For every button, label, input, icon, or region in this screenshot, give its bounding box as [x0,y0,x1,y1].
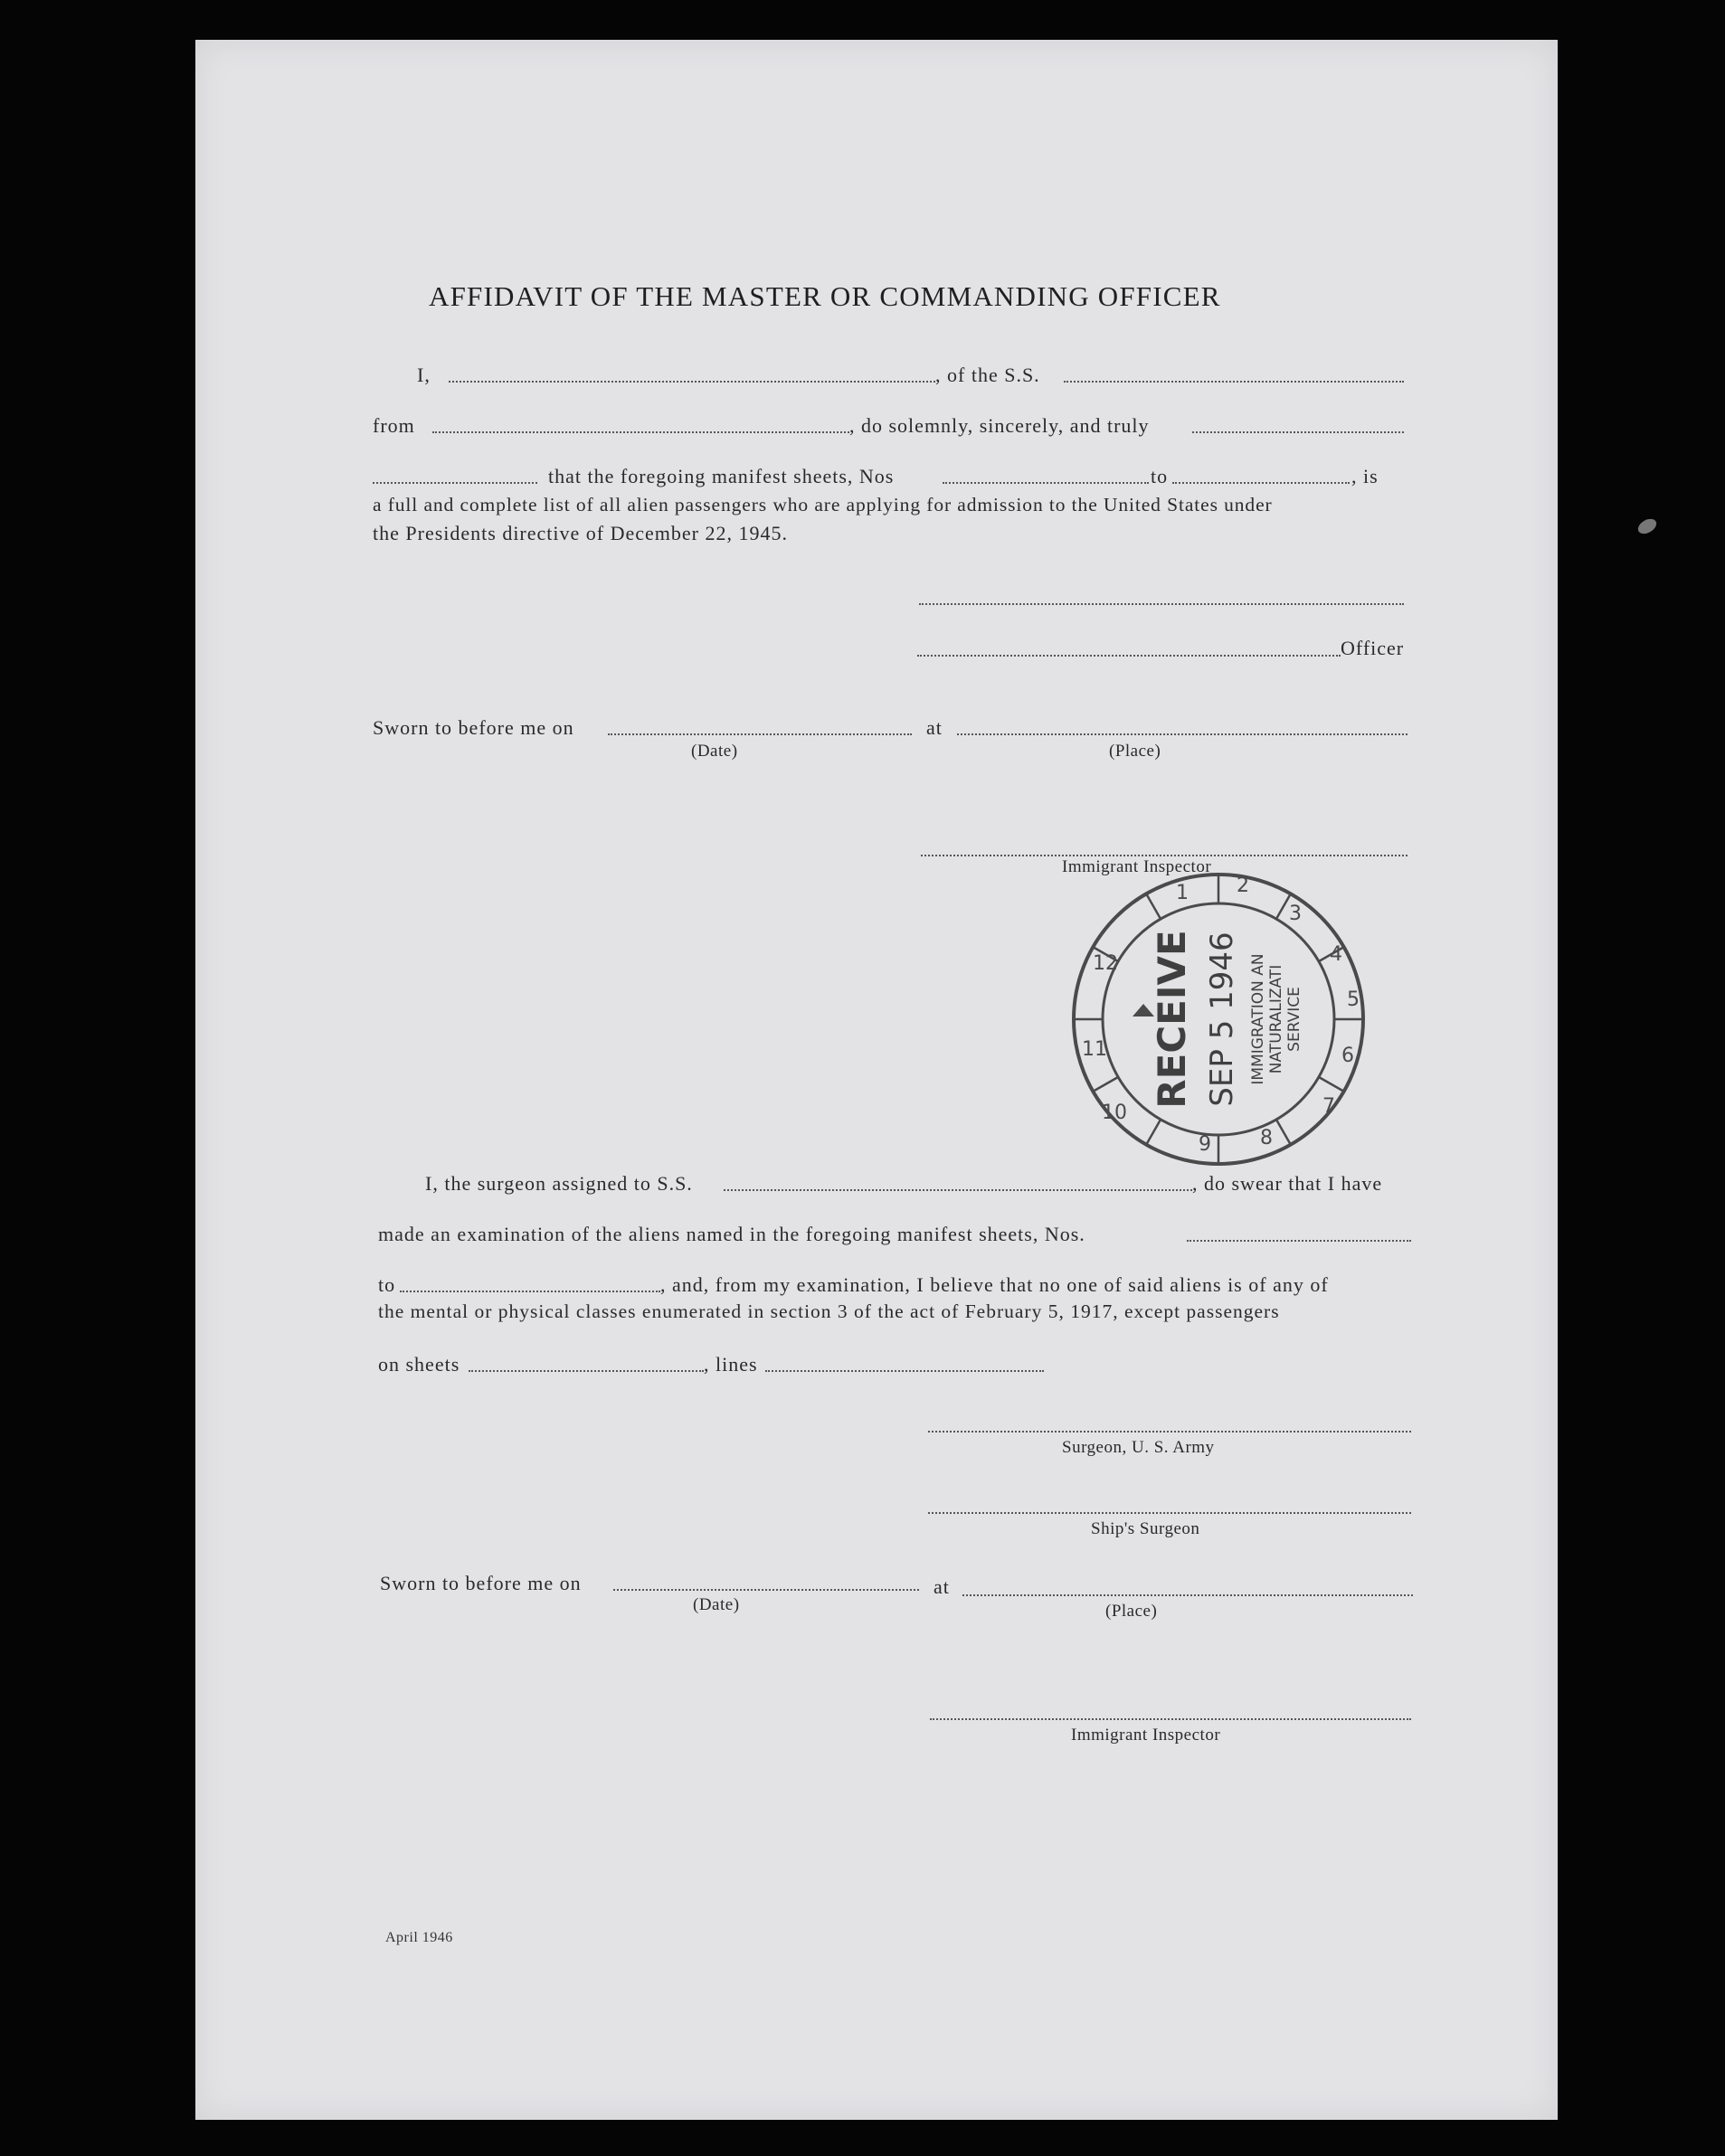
master-foregoing-label: that the foregoing manifest sheets, Nos [548,465,895,487]
stamp-ring-number: 4 [1330,943,1342,966]
stamp-agency-line: IMMIGRATION AN [1249,953,1267,1085]
master-from-blank [432,431,849,433]
stamp-agency-line: SERVICE [1285,987,1303,1052]
army-surgeon-label: Surgeon, U. S. Army [1062,1438,1215,1457]
stamp-ring-number: 8 [1260,1127,1273,1149]
surgeon-classes-line: the mental or physical classes enumerated in section 3 of the act of February 5, 1917, except passengers [378,1300,1280,1322]
stamp-ring-number: 9 [1199,1133,1211,1156]
master-oath-cont-blank [373,482,537,484]
stamp-ring-number: 3 [1289,903,1302,925]
master-place-caption: (Place) [1109,742,1161,761]
surgeon-sworn-label: Sworn to before me on [380,1572,582,1594]
master-signature-blank [919,603,1404,605]
master-ship-blank [1064,381,1404,383]
surgeon-place-caption: (Place) [1105,1602,1158,1621]
surgeon-to-label: to [378,1273,396,1296]
surgeon-place-blank [962,1594,1413,1596]
ships-surgeon-signature-blank [928,1512,1411,1514]
form-title: AFFIDAVIT OF THE MASTER OR COMMANDING OFFICER [429,280,1221,312]
surgeon-belief-line: , and, from my examination, I believe that no one of said aliens is of any of [660,1273,1329,1296]
master-date-blank [608,733,912,735]
master-statement-line: a full and complete list of all alien passengers who are applying for admission to the United States under [373,494,1273,515]
surgeon-examination-line: made an examination of the aliens named in the foregoing manifest sheets, Nos. [378,1223,1085,1245]
master-place-blank [957,733,1407,735]
form-date-footer: April 1946 [385,1930,453,1945]
stamp-ring-number: 5 [1347,988,1360,1011]
master-inspector-blank [921,855,1407,856]
surgeon-lines-blank [765,1370,1044,1372]
master-at-label: at [926,716,943,739]
surgeon-at-label: at [934,1575,950,1598]
master-is-label: , is [1351,465,1379,487]
officer-blank [917,655,1341,657]
stamp-ring-number: 6 [1341,1045,1354,1067]
master-oath-blank [1192,431,1404,433]
surgeon-lines-label: , lines [704,1353,758,1376]
stamp-ring-number: 10 [1102,1102,1127,1124]
stamp-ring-number: 1 [1176,882,1189,904]
surgeon-sheets-label: on sheets [378,1353,460,1376]
master-name-blank [449,381,935,383]
stamp-received-word: RECEIVE [1150,930,1194,1109]
stamp-ring-number: 2 [1237,875,1249,897]
stamp-ring-number: 11 [1082,1038,1107,1061]
surgeon-ship-blank [724,1189,1192,1191]
army-surgeon-signature-blank [928,1431,1411,1433]
surgeon-nos-from-blank [1187,1240,1411,1242]
surgeon-inspector-label: Immigrant Inspector [1071,1726,1221,1745]
master-solemnly-label: , do solemnly, sincerely, and truly [849,414,1150,437]
surgeon-nos-to-blank [400,1291,660,1292]
master-sworn-label: Sworn to before me on [373,716,574,739]
master-from-label: from [373,414,415,437]
ships-surgeon-label: Ship's Surgeon [1091,1519,1200,1538]
master-i-label: I, [417,364,431,386]
stamp-date: SEP 5 1946 [1204,931,1240,1107]
master-nos-from-blank [943,482,1149,484]
officer-label: Officer [1341,637,1405,659]
surgeon-swear-label: , do swear that I have [1192,1172,1383,1195]
master-nos-to-blank [1172,482,1350,484]
master-date-caption: (Date) [691,742,738,761]
master-to-label: to [1151,465,1169,487]
master-inspector-label: Immigrant Inspector [1062,857,1212,876]
received-stamp [1069,870,1368,1168]
master-of-ss-label: , of the S.S. [935,364,1040,386]
surgeon-sheets-blank [469,1370,704,1372]
stamp-ring-number: 7 [1322,1095,1335,1118]
surgeon-inspector-blank [930,1718,1411,1720]
surgeon-date-blank [613,1589,919,1591]
stamp-agency-line: NATURALIZATI [1267,964,1285,1074]
surgeon-date-caption: (Date) [693,1595,740,1614]
paper-speck [1635,515,1659,536]
stamp-ring-number: 12 [1093,952,1118,975]
master-directive-line: the Presidents directive of December 22, 1945. [373,522,788,544]
surgeon-intro-label: I, the surgeon assigned to S.S. [425,1172,693,1195]
